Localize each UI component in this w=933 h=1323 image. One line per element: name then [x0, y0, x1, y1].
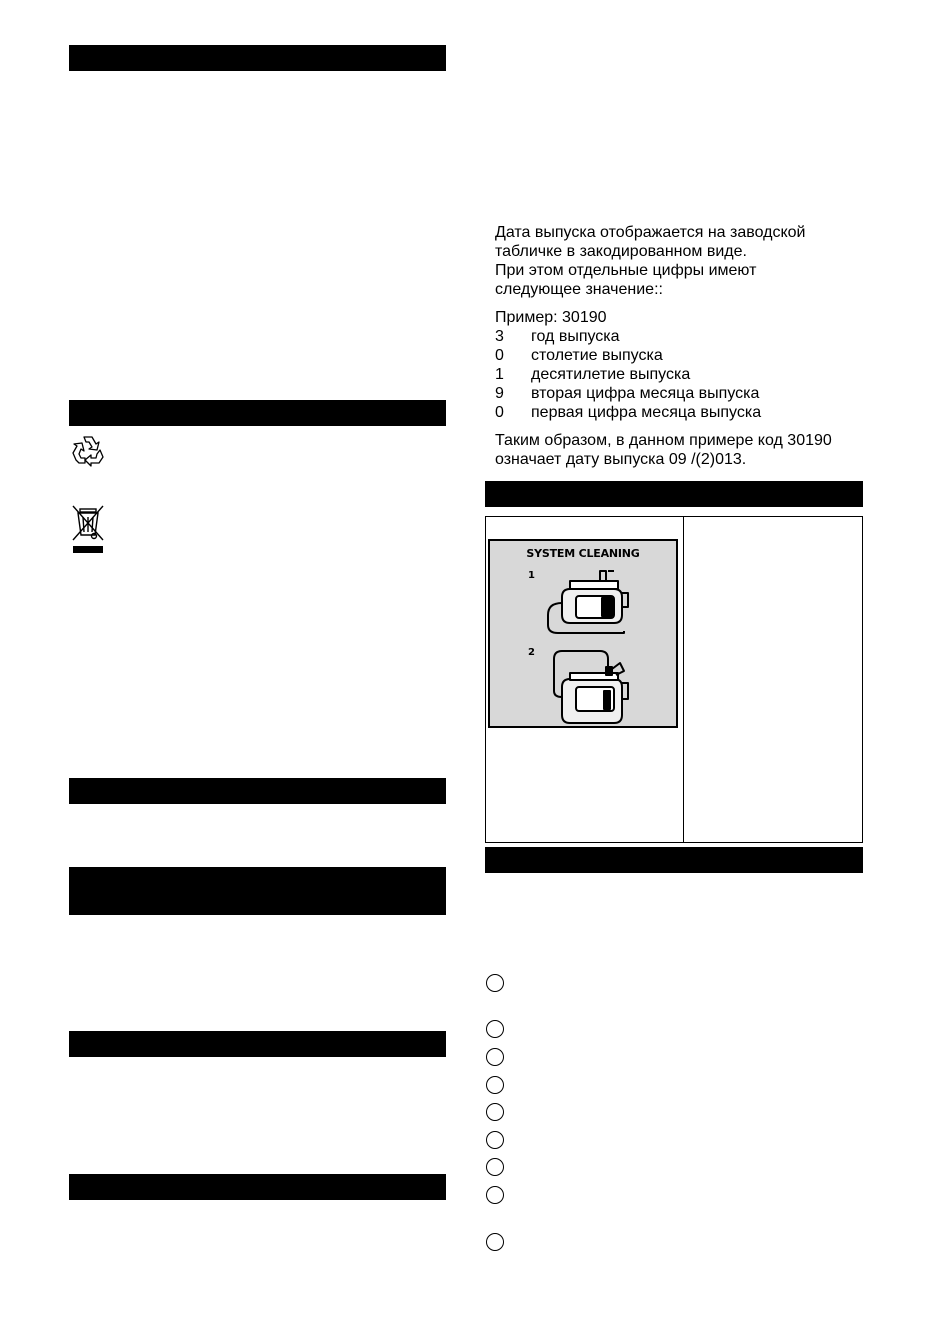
table-column-divider — [683, 516, 684, 843]
crossed-out-wheelie-bin-icon — [70, 503, 106, 555]
conclusion-line-1: Таким образом, в данном примере код 30190 — [495, 432, 832, 449]
right-heading-bar-2 — [485, 847, 863, 873]
date-intro-line-3: При этом отдельные цифры имеют — [495, 262, 757, 279]
code-digit: 0 — [495, 347, 504, 364]
left-heading-bar-2 — [69, 400, 446, 426]
illustration-title: SYSTEM CLEANING — [526, 547, 640, 560]
list-marker-circle — [486, 1076, 504, 1094]
recycling-symbol-icon — [70, 433, 106, 469]
left-heading-bar-3 — [69, 778, 446, 804]
left-heading-bar-1 — [69, 45, 446, 71]
code-item — [495, 347, 663, 366]
list-marker-circle — [486, 1233, 504, 1251]
list-marker-circle — [486, 1131, 504, 1149]
code-digit: 1 — [495, 366, 504, 383]
system-cleaning-illustration — [488, 539, 678, 728]
date-intro-line-2: табличке в закодированном виде. — [495, 243, 747, 260]
list-marker-circle — [486, 1020, 504, 1038]
left-heading-bar-6 — [69, 1174, 446, 1200]
code-digit: 9 — [495, 385, 504, 402]
code-item — [495, 328, 620, 347]
step-number-2: 2 — [528, 647, 535, 658]
code-meaning: год выпуска — [531, 328, 620, 345]
list-marker-circle — [486, 1103, 504, 1121]
code-meaning: вторая цифра месяца выпуска — [531, 385, 760, 402]
list-marker-circle — [486, 974, 504, 992]
right-heading-bar-1 — [485, 481, 863, 507]
code-item — [495, 404, 761, 423]
list-marker-circle — [486, 1158, 504, 1176]
list-marker-circle — [486, 1048, 504, 1066]
date-intro-line-4: следующее значение:: — [495, 281, 663, 298]
date-intro-line-1: Дата выпуска отображается на заводской — [495, 224, 806, 241]
appliance-drawing-icon — [540, 563, 630, 725]
code-meaning: десятилетие выпуска — [531, 366, 691, 383]
example-label: Пример: 30190 — [495, 309, 607, 326]
step-number-1: 1 — [528, 570, 535, 581]
code-item — [495, 385, 759, 404]
code-meaning: столетие выпуска — [531, 347, 663, 364]
code-digit: 0 — [495, 404, 504, 421]
conclusion-line-2: означает дату выпуска 09 /(2)013. — [495, 451, 747, 468]
code-item — [495, 366, 690, 385]
list-marker-circle — [486, 1186, 504, 1204]
code-digit: 3 — [495, 328, 504, 345]
left-heading-bar-5 — [69, 1031, 446, 1057]
left-heading-bar-4 — [69, 867, 446, 915]
code-meaning: первая цифра месяца выпуска — [531, 404, 762, 421]
